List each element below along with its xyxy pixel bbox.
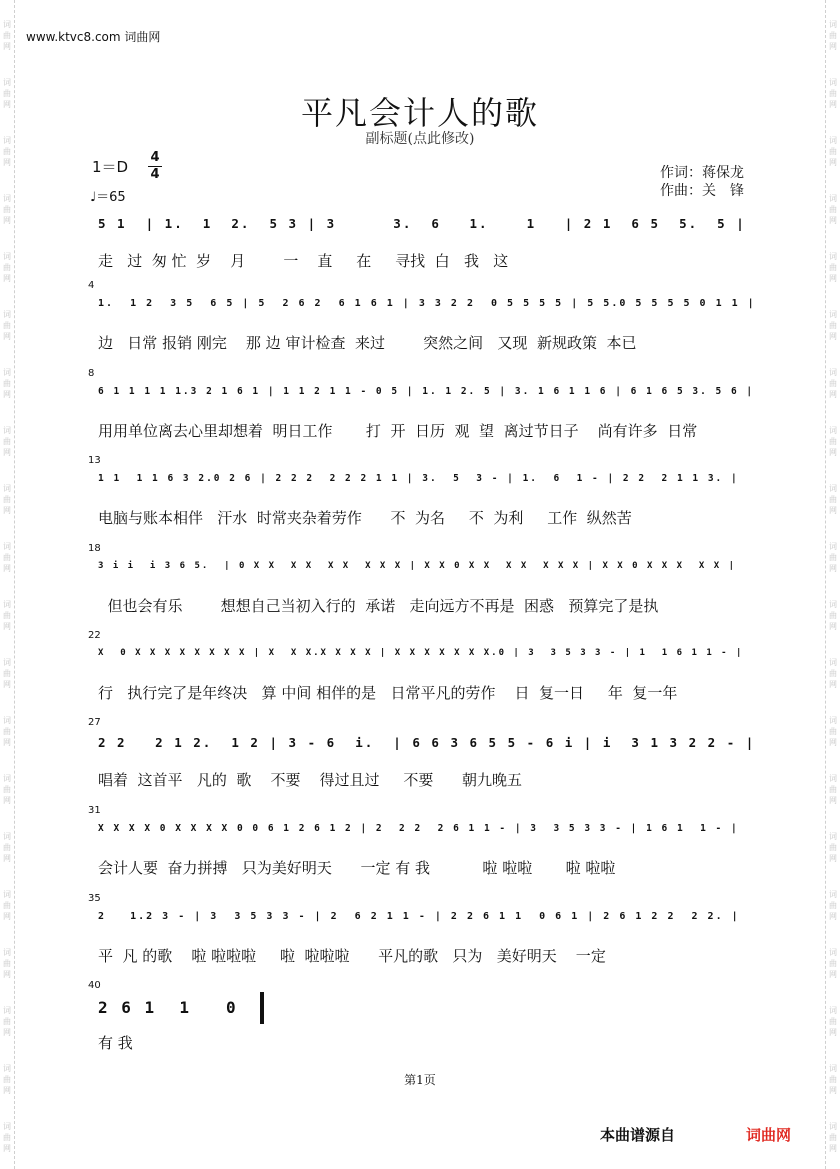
watermark-char: 网 [829, 42, 837, 51]
watermark-char: 词 [3, 20, 11, 29]
watermark-char: 曲 [829, 553, 837, 562]
watermark-char: 网 [3, 680, 11, 689]
watermark-char: 词 [3, 1122, 11, 1131]
watermark-char: 词 [829, 426, 837, 435]
brand-logo[interactable]: 词曲网 [746, 1126, 792, 1144]
watermark-char: 网 [829, 854, 837, 863]
watermark-char: 词 [3, 1064, 11, 1073]
watermark-char: 词 [829, 136, 837, 145]
watermark-char: 词 [829, 1122, 837, 1131]
watermark-char: 词 [3, 252, 11, 261]
lyric-row: 边 日常 报销 刚完 那 边 审计检查 来过 突然之间 又现 新规政策 本已 [98, 334, 637, 352]
watermark-char: 词 [3, 310, 11, 319]
watermark-char: 曲 [829, 843, 837, 852]
site-url[interactable]: www.ktvc8.com 词曲网 [26, 30, 161, 44]
measure-number: 27 [88, 717, 101, 728]
time-signature-top: 4 [150, 150, 160, 165]
watermark-char: 网 [3, 158, 11, 167]
note-row: 1. 1 2 3 5 6 5 | 5 2 6 2 6 1 6 1 | 3 3 2 2 0 5 5 5 5 | 5 5.0 5 5 5 5 0 1 1 | [98, 298, 756, 309]
time-signature-bottom: 4 [150, 167, 160, 182]
watermark-char: 网 [3, 854, 11, 863]
watermark-char: 曲 [3, 495, 11, 504]
watermark-char: 词 [3, 832, 11, 841]
lyric-row: 有 我 [98, 1034, 133, 1052]
watermark-char: 网 [3, 448, 11, 457]
watermark-char: 词 [3, 774, 11, 783]
watermark-char: 曲 [3, 843, 11, 852]
note-row: X X X X 0 X X X X 0 0 6 1 2 6 1 2 | 2 2 2 2 6 1 1 - | 3 3 5 3 3 - | 1 6 1 1 - | [98, 823, 739, 834]
watermark-char: 网 [3, 506, 11, 515]
lyric-row: 行 执行完了是年终决 算 中间 相伴的是 日常平凡的劳作 日 复一日 年 复一年 [98, 684, 678, 702]
lyric-row: 用用单位离去心里却想着 明日工作 打 开 日历 观 望 离过节日子 尚有许多 日常 [98, 422, 698, 440]
watermark-char: 网 [3, 390, 11, 399]
watermark-char: 网 [829, 274, 837, 283]
watermark-char: 曲 [3, 89, 11, 98]
watermark-char: 曲 [3, 1075, 11, 1084]
composer-credit: 作曲：关 锋 [660, 183, 744, 199]
measure-number: 40 [88, 980, 101, 991]
watermark-char: 网 [3, 42, 11, 51]
watermark-char: 词 [3, 368, 11, 377]
watermark-char: 词 [829, 1006, 837, 1015]
song-subtitle[interactable]: 副标题(点此修改) [365, 131, 475, 147]
note-row: 5 1 | 1. 1 2. 5 3 | 3 3. 6 1. 1 | 2 1 6 5 5. 5 | [98, 216, 746, 231]
watermark-char: 曲 [829, 437, 837, 446]
watermark-char: 曲 [829, 89, 837, 98]
watermark-char: 词 [829, 1064, 837, 1073]
watermark-char: 网 [829, 1144, 837, 1153]
watermark-char: 曲 [829, 495, 837, 504]
watermark-char: 词 [829, 194, 837, 203]
watermark-char: 网 [829, 100, 837, 109]
watermark-char: 曲 [829, 205, 837, 214]
watermark-char: 网 [3, 622, 11, 631]
song-title: 平凡会计人的歌 [300, 94, 539, 132]
watermark-char: 词 [829, 832, 837, 841]
lyric-row: 走 过 匆 忙 岁 月 一 直 在 寻找 白 我 这 [98, 252, 509, 270]
measure-number: 13 [88, 455, 101, 466]
note-row: 3 i i i 3 6 5. | 0 X X X X X X X X X | X X 0 X X X X X X X | X X 0 X X X X X | [98, 561, 736, 571]
watermark-char: 网 [3, 1144, 11, 1153]
watermark-char: 网 [829, 564, 837, 573]
watermark-char: 网 [3, 796, 11, 805]
watermark-char: 网 [829, 970, 837, 979]
watermark-char: 词 [829, 600, 837, 609]
watermark-char: 词 [3, 78, 11, 87]
watermark-char: 词 [3, 948, 11, 957]
watermark-char: 词 [3, 194, 11, 203]
watermark-char: 网 [3, 1028, 11, 1037]
watermark-char: 曲 [3, 553, 11, 562]
lyric-row: 唱着 这首平 凡的 歌 不要 得过且过 不要 朝九晚五 [98, 771, 522, 789]
watermark-char: 词 [829, 78, 837, 87]
watermark-char: 词 [3, 136, 11, 145]
watermark-char: 网 [829, 1028, 837, 1037]
watermark-char: 曲 [3, 1017, 11, 1026]
watermark-char: 词 [3, 890, 11, 899]
watermark-char: 网 [3, 216, 11, 225]
final-barline [260, 992, 264, 1024]
watermark-char: 网 [829, 390, 837, 399]
watermark-char: 曲 [829, 785, 837, 794]
watermark-char: 网 [829, 448, 837, 457]
lyric-row: 但也会有乐 想想自己当初入行的 承诺 走向远方不再是 困惑 预算完了是执 [98, 597, 659, 615]
watermark-char: 词 [3, 542, 11, 551]
watermark-char: 网 [3, 912, 11, 921]
watermark-char: 词 [829, 368, 837, 377]
note-row: 2 1.2 3 - | 3 3 5 3 3 - | 2 6 2 1 1 - | 2 2 6 1 1 0 6 1 | 2 6 1 2 2 2 2. | [98, 911, 740, 922]
watermark-char: 词 [829, 310, 837, 319]
watermark-char: 词 [829, 948, 837, 957]
watermark-char: 曲 [829, 31, 837, 40]
watermark-char: 词 [829, 658, 837, 667]
key-signature: 1＝D [92, 158, 129, 176]
measure-number: 35 [88, 893, 101, 904]
watermark-char: 词 [829, 716, 837, 725]
watermark-char: 曲 [829, 901, 837, 910]
watermark-char: 网 [829, 1086, 837, 1095]
watermark-char: 词 [3, 1006, 11, 1015]
watermark-char: 曲 [829, 321, 837, 330]
watermark-char: 曲 [3, 959, 11, 968]
lyric-row: 平 凡 的歌 啦 啦啦啦 啦 啦啦啦 平凡的歌 只为 美好明天 一定 [98, 947, 606, 965]
watermark-char: 网 [829, 216, 837, 225]
watermark-char: 曲 [829, 263, 837, 272]
tempo-marking: ♩＝65 [90, 190, 126, 205]
note-row: 1 1 1 1 6 3 2.0 2 6 | 2 2 2 2 2 2 1 1 | 3. 5 3 - | 1. 6 1 - | 2 2 2 1 1 3. | [98, 473, 739, 484]
watermark-char: 曲 [3, 31, 11, 40]
watermark-char: 网 [3, 970, 11, 979]
measure-number: 22 [88, 630, 101, 641]
watermark-char: 曲 [3, 669, 11, 678]
lyric-row: 会计人要 奋力拼搏 只为美好明天 一定 有 我 啦 啦啦 啦 啦啦 [98, 859, 616, 877]
note-row: 2 6 1 1 0 [98, 998, 238, 1017]
lyric-row: 电脑与账本相伴 汗水 时常夹杂着劳作 不 为名 不 为利 工作 纵然苦 [98, 509, 632, 527]
watermark-char: 网 [829, 796, 837, 805]
watermark-char: 词 [829, 484, 837, 493]
watermark-char: 网 [829, 332, 837, 341]
watermark-char: 曲 [829, 1075, 837, 1084]
watermark-char: 网 [3, 738, 11, 747]
watermark-char: 网 [3, 100, 11, 109]
watermark-char: 网 [829, 506, 837, 515]
watermark-char: 曲 [829, 959, 837, 968]
watermark-char: 网 [3, 1086, 11, 1095]
note-row: 2 2 2 1 2. 1 2 | 3 - 6 i. | 6 6 3 6 5 5 - 6 i | i 3 1 3 2 2 - | [98, 735, 756, 750]
watermark-char: 曲 [3, 263, 11, 272]
watermark-char: 网 [829, 158, 837, 167]
page-number: 第1页 [404, 1073, 436, 1087]
watermark-char: 词 [3, 484, 11, 493]
watermark-char: 网 [829, 912, 837, 921]
watermark-char: 曲 [829, 1017, 837, 1026]
watermark-char: 词 [829, 890, 837, 899]
watermark-char: 曲 [3, 437, 11, 446]
watermark-char: 曲 [3, 321, 11, 330]
watermark-char: 曲 [3, 1133, 11, 1142]
watermark-char: 曲 [3, 205, 11, 214]
watermark-char: 曲 [829, 611, 837, 620]
watermark-char: 词 [3, 426, 11, 435]
measure-number: 18 [88, 543, 101, 554]
watermark-char: 曲 [829, 727, 837, 736]
watermark-char: 词 [829, 252, 837, 261]
measure-number: 31 [88, 805, 101, 816]
source-label: 本曲谱源自 [600, 1126, 676, 1144]
watermark-char: 词 [3, 716, 11, 725]
watermark-char: 曲 [829, 669, 837, 678]
watermark-char: 词 [3, 658, 11, 667]
watermark-char: 曲 [829, 379, 837, 388]
watermark-char: 曲 [3, 785, 11, 794]
watermark-char: 网 [829, 680, 837, 689]
watermark-char: 曲 [3, 147, 11, 156]
watermark-char: 曲 [3, 727, 11, 736]
watermark-char: 曲 [3, 611, 11, 620]
watermark-char: 词 [829, 542, 837, 551]
watermark-char: 网 [3, 274, 11, 283]
watermark-char: 网 [3, 564, 11, 573]
measure-number: 8 [88, 368, 95, 379]
note-row: X 0 X X X X X X X X | X X X.X X X X | X X X X X X X.0 | 3 3 5 3 3 - | 1 1 6 1 1 - | [98, 648, 744, 658]
watermark-char: 曲 [829, 1133, 837, 1142]
watermark-char: 曲 [3, 901, 11, 910]
watermark-char: 曲 [829, 147, 837, 156]
measure-number: 4 [88, 280, 95, 291]
watermark-char: 词 [829, 774, 837, 783]
note-row: 6 1 1 1 1 1.3 2 1 6 1 | 1 1 2 1 1 - 0 5 | 1. 1 2. 5 | 3. 1 6 1 1 6 | 6 1 6 5 3. 5 6 | [98, 386, 755, 397]
watermark-char: 网 [3, 332, 11, 341]
watermark-char: 词 [829, 20, 837, 29]
watermark-char: 词 [3, 600, 11, 609]
watermark-char: 网 [829, 622, 837, 631]
lyricist-credit: 作词：蒋保龙 [660, 165, 744, 181]
watermark-char: 曲 [3, 379, 11, 388]
watermark-char: 网 [829, 738, 837, 747]
